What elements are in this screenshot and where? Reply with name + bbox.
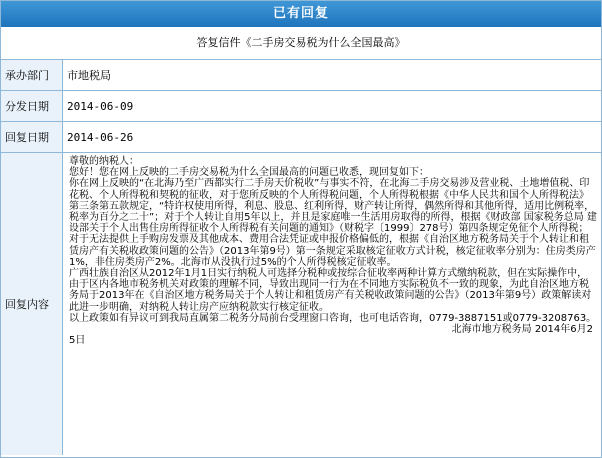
paragraph-4: 以上政策如有异议可到我局直属第二税务分局前台受理窗口咨询，也可电话咨询，0779-3887151或0779-3208763。 bbox=[69, 312, 597, 324]
signature-tail: 5日 bbox=[69, 335, 86, 347]
paragraph-3: 广西壮族自治区从2012年1月1日实行纳税人可选择分税种或按综合征收率两种计算方式缴纳税款，但在实际操作中，由于区内各地市税务机关对政策的理解不同，导致出现同一行为在不同地方实际税负不一致的现象，为此自治区地方税务局于2013年在《自治区地方税务局关于个人转让和租赁房产有关税收政策问题的公告》（2013年第9号）政策解读对此进一步明确，对纳税人转让房产应纳税款实行核定征收。 bbox=[69, 268, 592, 313]
greeting: 尊敬的纳税人： bbox=[69, 156, 139, 167]
banner-title: 已有回复 bbox=[1, 1, 601, 27]
paragraph-1: 您好！您在网上反映的二手房交易税为什么全国最高的问题已收悉，现回复如下： bbox=[69, 167, 429, 179]
reply-subject: 答复信件《二手房交易税为什么全国最高》 bbox=[1, 27, 601, 60]
issue-date-label: 分发日期 bbox=[1, 91, 63, 121]
reply-content bbox=[63, 153, 601, 455]
content-label: 回复内容 bbox=[1, 153, 63, 455]
row-content bbox=[1, 153, 601, 455]
signature: 北海市地方税务局 2014年6月2 bbox=[451, 324, 593, 336]
paragraph-2: 你在网上反映的“在北海乃至广西都实行二手房天价税收”与事实不符，在北海二手房交易涉及营业税、土地增值税、印花税、个人所得税和契税的征收，对于您所反映的个人所得税问题，个人所得税根据《中华人民共和国个人所得税法》第三条第五款规定，“特许权使用所得，利息、股息、红利所得，财产转让所得，偶然所得和其他所得，适用比例税率，税率为百分之二十”；对于个人转让自用5年以上，并且是家庭唯一生活用房取得的所得，根据《财政部 国家税务总局 建设部关于个人出售住房所得征收个人所得税有关问题的通知》（财税字〔1999〕278号）第四条规定免征个人所得税；对于无法提供上手购房发票及其他成本、费用合法凭证或申报价格偏低的，根据《自治区地方税务局关于个人转让和租赁房产有关税收政策问题的公告》（2013年第9号）第一条规定采取核定征收方式计税，核定征收率分别为：住房类房产1%，非住房类房产2%。北海市从没执行过5%的个人所得税核定征收率。 bbox=[69, 178, 597, 268]
reply-date-label: 回复日期 bbox=[1, 122, 63, 152]
dept-label: 承办部门 bbox=[1, 60, 63, 90]
row-reply-date bbox=[1, 122, 601, 153]
dept-value: 市地税局 bbox=[67, 69, 111, 82]
row-issue-date bbox=[1, 91, 601, 122]
reply-date-value: 2014-06-26 bbox=[67, 130, 134, 144]
issue-date-value: 2014-06-09 bbox=[67, 99, 134, 113]
row-dept bbox=[1, 60, 601, 91]
